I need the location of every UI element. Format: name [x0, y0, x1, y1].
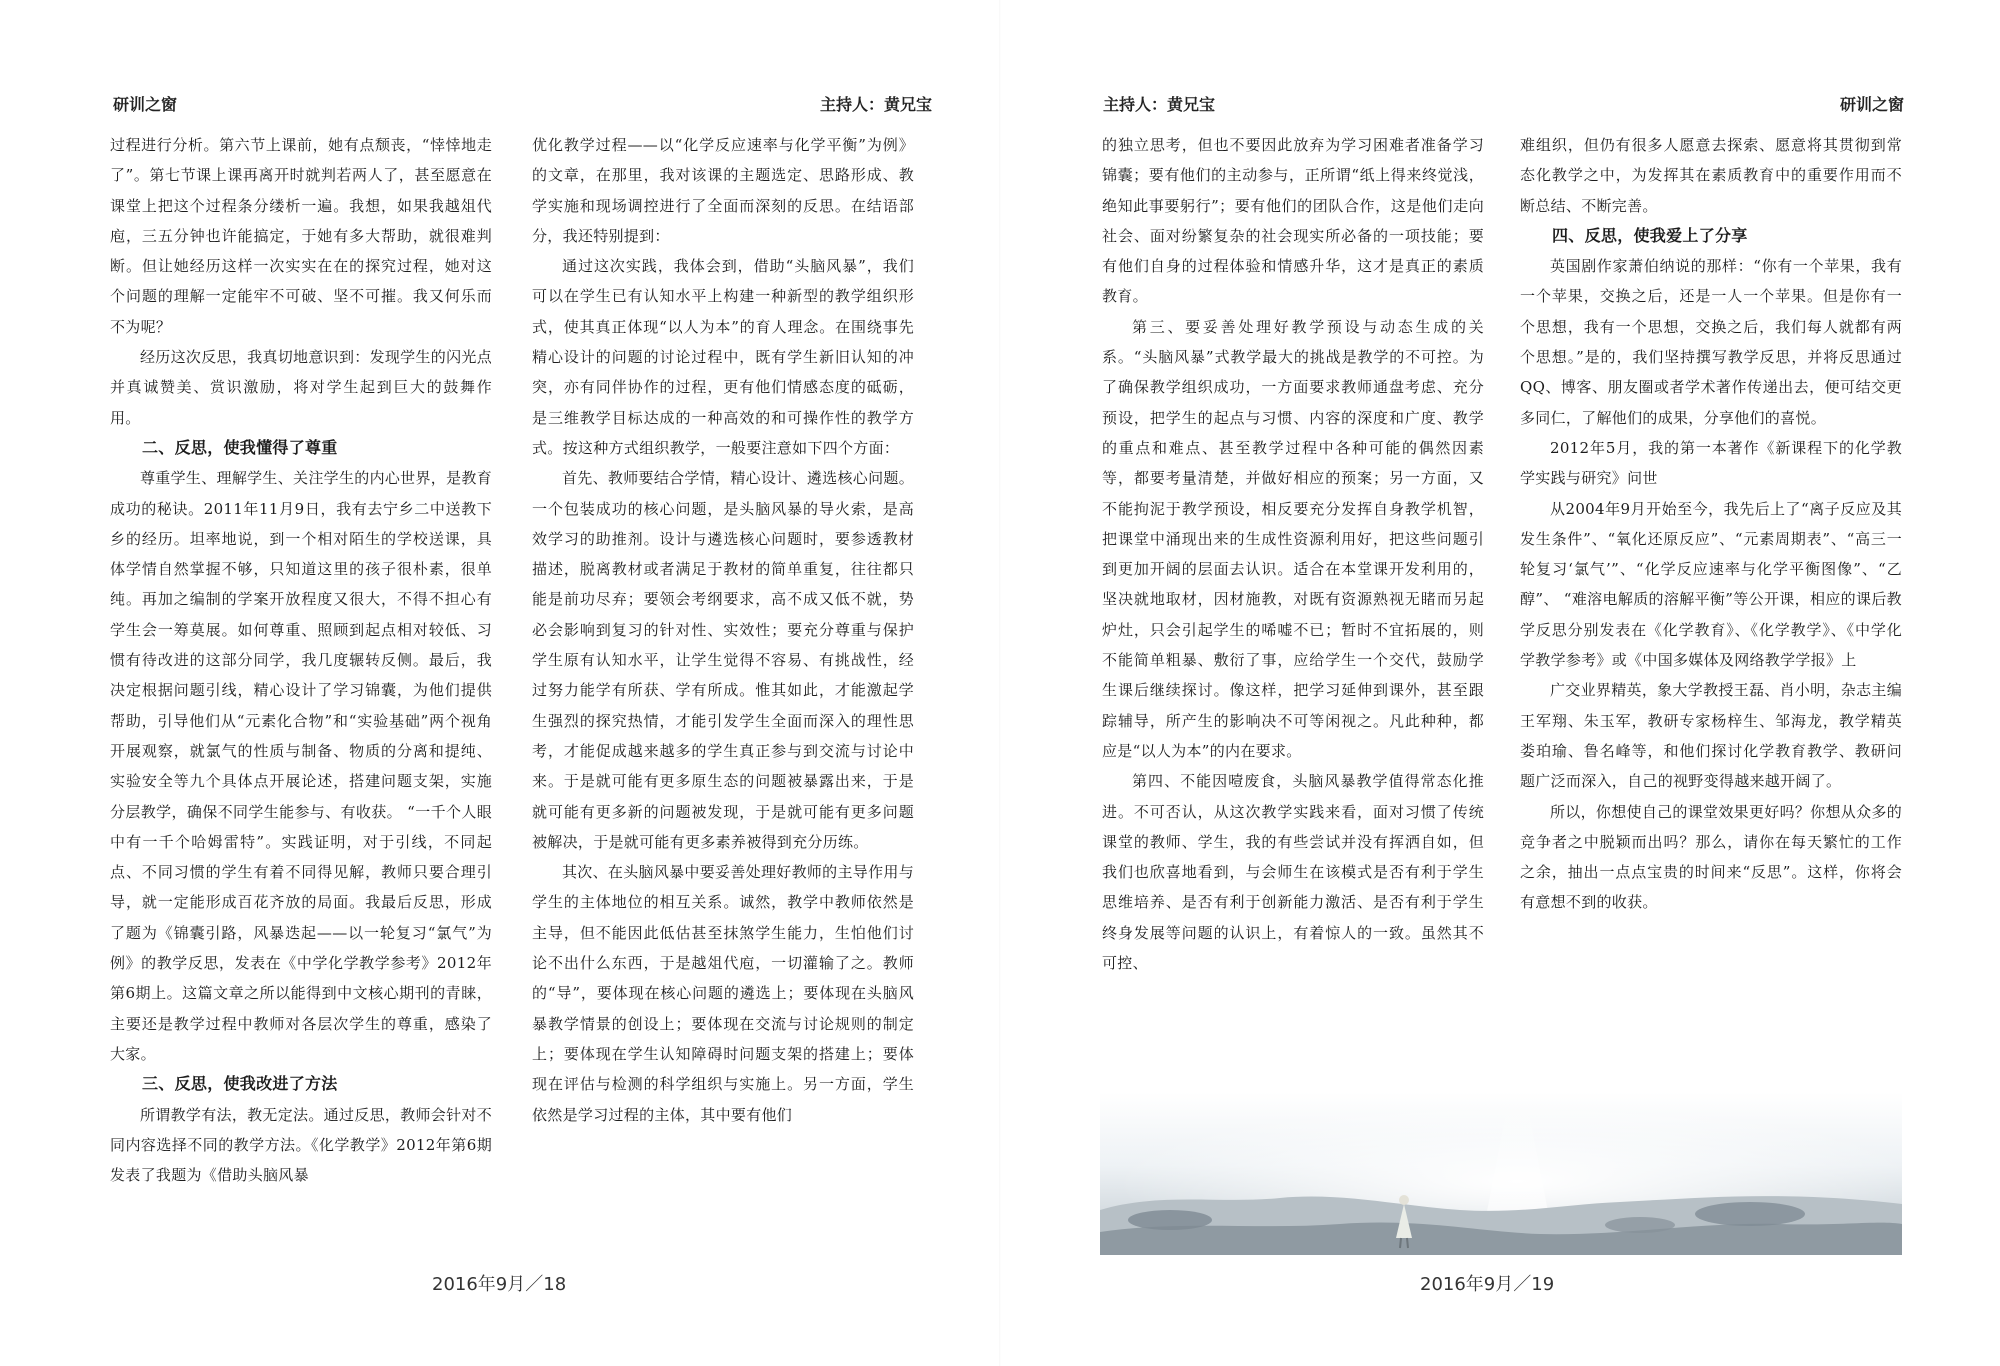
- paragraph: 第四、不能因噎废食，头脑风暴教学值得常态化推进。不可否认，从这次教学实践来看，面对习惯了传统课堂的教师、学生，我的有些尝试并没有挥洒自如，但我们也欣喜地看到，与会师生在该模式是否有利于学生思维培养、是否有利于创新能力激活、是否有利于学生终身发展等问题的认识上，有着惊人的一致。虽然其不可控、: [1102, 772, 1484, 973]
- rock: [1605, 1217, 1675, 1233]
- right-page: [1000, 0, 2000, 1366]
- paragraph: 英国剧作家萧伯纳说的那样：“你有一个苹果，我有一个苹果，交换之后，还是一人一个苹果。但是你有一个思想，我有一个思想，交换之后，我们每人就都有两个思想。”是的，我们坚持撰写教学反思，并将反思通过QQ、博客、朋友圈或者学术著作传递出去，便可结交更多同仁，了解他们的成果，分享他们的喜悦。: [1520, 257, 1902, 427]
- paragraph: 从2004年9月开始至今，我先后上了“离子反应及其发生条件”、“氧化还原反应”、“元素周期表”、“高三一轮复习‘氯气’”、“化学反应速率与化学平衡图像”、“乙醇”、 “难溶电解质的溶解平衡”等公开课，相应的课后教学反思分别发表在《化学教育》、《化学教学》、《中学化学教学参考》或《中国多媒体及网络教学学报》上: [1520, 499, 1902, 670]
- right-column-2: [1520, 130, 1902, 918]
- paragraph: 其次、在头脑风暴中要妥善处理好教师的主导作用与学生的主体地位的相互关系。诚然，教学中教师依然是主导，但不能因此低估甚至抹煞学生能力，生怕他们讨论不出什么东西，于是越俎代庖，一切灌输了之。教师的“导”，要体现在核心问题的遴选上；要体现在头脑风暴教学情景的创设上；要体现在交流与讨论规则的制定上；要体现在学生认知障碍时问题支架的搭建上；要体现在评估与检测的科学组织与实施上。另一方面，学生依然是学习过程的主体，其中要有他们: [532, 863, 914, 1124]
- paragraph: 过程进行分析。第六节上课前，她有点颓丧，“悻悻地走了”。第七节课上课再离开时就判若两人了，甚至愿意在课堂上把这个过程条分缕析一遍。我想，如果我越俎代庖，三五分钟也许能搞定，于她有多大帮助，就很难判断。但让她经历这样一次实实在在的探究过程，她对这个问题的理解一定能牢不可破、坚不可摧。我又何乐而不为呢？: [110, 136, 492, 336]
- left-column-1: [110, 130, 492, 1190]
- paragraph: 尊重学生、理解学生、关注学生的内心世界，是教育成功的秘诀。2011年11月9日，我有去宁乡二中送教下乡的经历。坦率地说，到一个相对陌生的学校送课，具体学情自然掌握不够，只知道这里的孩子很朴素，很单纯。再加之编制的学案开放程度又很大，不得不担心有学生会一筹莫展。如何尊重、照顾到起点相对较低、习惯有待改进的这部分同学，我几度辗转反侧。最后，我决定根据问题引线，精心设计了学习锦囊，为他们提供帮助，引导他们从“元素化合物”和“实验基础”两个视角开展观察，就氯气的性质与制备、物质的分离和提纯、实验安全等九个具体点开展论述，搭建问题支架，实施分层教学，确保不同学生能参与、有收获。 “一千个人眼中有一千个哈姆雷特”。实践证明，对于引线，不同起点、不同习惯的学生有着不同得见解，教师只要合理引导，就一定能形成百花齐放的局面。我最后反思，形成了题为《锦囊引路，风暴迭起——以一轮复习“氯气”为例》的教学反思，发表在《中学化学教学参考》2012年第6期上。这篇文章之所以能得到中文核心期刊的青睐，主要还是教学过程中教师对各层次学生的尊重，感染了大家。: [110, 469, 492, 1063]
- rock: [1695, 1202, 1805, 1226]
- paragraph: 难组织，但仍有很多人愿意去探索、愿意将其贯彻到常态化教学之中，为发挥其在素质教育中的重要作用而不断总结、不断完善。: [1520, 136, 1902, 215]
- paragraph: 所以，你想使自己的课堂效果更好吗？你想从众多的竞争者之中脱颖而出吗？那么，请你在每天繁忙的工作之余，抽出一点点宝贵的时间来“反思”。这样，你将会有意想不到的收获。: [1520, 802, 1902, 912]
- paragraph: 优化教学过程——以“化学反应速率与化学平衡”为例》的文章，在那里，我对该课的主题选定、思路形成、教学实施和现场调控进行了全面而深刻的反思。在结语部分，我还特别提到：: [532, 136, 914, 245]
- right-header-host: 主持人：黄兄宝: [1103, 95, 1216, 114]
- right-column-1: [1102, 130, 1484, 978]
- section-heading: 三、反思，使我改进了方法: [142, 1074, 338, 1094]
- paragraph: 2012年5月，我的第一本著作《新课程下的化学教学实践与研究》问世: [1520, 438, 1902, 488]
- rock: [1128, 1210, 1212, 1230]
- paragraph: 通过这次实践，我体会到，借助“头脑风暴”，我们可以在学生已有认知水平上构建一种新型的教学组织形式，使其真正体现“以人为本”的育人理念。在围绕事先精心设计的问题的讨论过程中，既有学生新旧认知的冲突，亦有同伴协作的过程，更有他们情感态度的砥砺，是三维教学目标达成的一种高效的和可操作性的教学方式。按这种方式组织教学，一般要注意如下四个方面：: [532, 257, 914, 457]
- section-heading: 四、反思，使我爱上了分享: [1552, 225, 1748, 245]
- left-header-host: 主持人：黄兄宝: [819, 95, 932, 114]
- left-header-section: 研训之窗: [113, 95, 178, 114]
- decorative-photo: [1100, 1092, 1902, 1255]
- paragraph: 经历这次反思，我真切地意识到：发现学生的闪光点并真诚赞美、赏识激励，将对学生起到巨大的鼓舞作用。: [110, 348, 492, 427]
- paragraph: 的独立思考，但也不要因此放弃为学习困难者准备学习锦囊；要有他们的主动参与，正所谓“纸上得来终觉浅，绝知此事要躬行”；要有他们的团队合作，这是他们走向社会、面对纷繁复杂的社会现实所必备的一项技能；要有他们自身的过程体验和情感升华，这才是真正的素质教育。: [1102, 136, 1484, 306]
- snowy-landscape-illustration: [1100, 1092, 1902, 1255]
- paragraph: 首先、教师要结合学情，精心设计、遴选核心问题。一个包装成功的核心问题，是头脑风暴的导火索，是高效学习的助推剂。设计与遴选核心问题时，要参透教材描述，脱离教材或者满足于教材的简单重复，往往都只能是前功尽弃；要领会考纲要求，高不成又低不就，势必会影响到复习的针对性、实效性；要充分尊重与保护学生原有认知水平，让学生觉得不容易、有挑战性，经过努力能学有所获、学有所成。惟其如此，才能激起学生强烈的探究热情，才能引发学生全面而深入的理性思考，才能促成越来越多的学生真正参与到交流与讨论中来。于是就可能有更多原生态的问题被暴露出来，于是就可能有更多新的问题被发现，于是就可能有更多问题被解决，于是就可能有更多素养被得到充分历练。: [532, 469, 914, 851]
- section-heading: 二、反思，使我懂得了尊重: [142, 437, 338, 457]
- left-column-2: [532, 130, 914, 1130]
- paragraph: 广交业界精英，象大学教授王磊、肖小明，杂志主编王军翔、朱玉军，教研专家杨梓生、邹海龙，教学精英娄珀瑜、鲁名峰等，和他们探讨化学教育教学、教研问题广泛而深入，自己的视野变得越来越开阔了。: [1520, 681, 1902, 791]
- right-header-section: 研训之窗: [1839, 95, 1904, 114]
- paragraph: 第三、要妥善处理好教学预设与动态生成的关系。“头脑风暴”式教学最大的挑战是教学的不可控。为了确保教学组织成功，一方面要求教师通盘考虑、充分预设，把学生的起点与习惯、内容的深度和广度、教学的重点和难点、甚至教学过程中各种可能的偶然因素等，都要考量清楚，并做好相应的预案；另一方面，又不能拘泥于教学预设，相反要充分发挥自身教学机智，把课堂中涌现出来的生成性资源利用好，把这些问题引到更加开阔的层面去认识。适合在本堂课开发利用的，坚决就地取材，因材施教，对既有资源熟视无睹而另起炉灶，只会引起学生的唏嘘不已；暂时不宜拓展的，则不能简单粗暴、敷衍了事，应给学生一个交代，鼓励学生课后继续探讨。像这样，把学习延伸到课外，甚至跟踪辅导，所产生的影响决不可等闲视之。凡此种种，都应是“以人为本”的内在要求。: [1102, 317, 1484, 760]
- paragraph: 所谓教学有法，教无定法。通过反思，教师会针对不同内容选择不同的教学方法。《化学教学》2012年第6期发表了我题为《借助头脑风暴: [110, 1105, 492, 1185]
- page-number: 2016年9月／19: [1420, 1274, 1555, 1295]
- page-number: 2016年9月／18: [432, 1274, 567, 1295]
